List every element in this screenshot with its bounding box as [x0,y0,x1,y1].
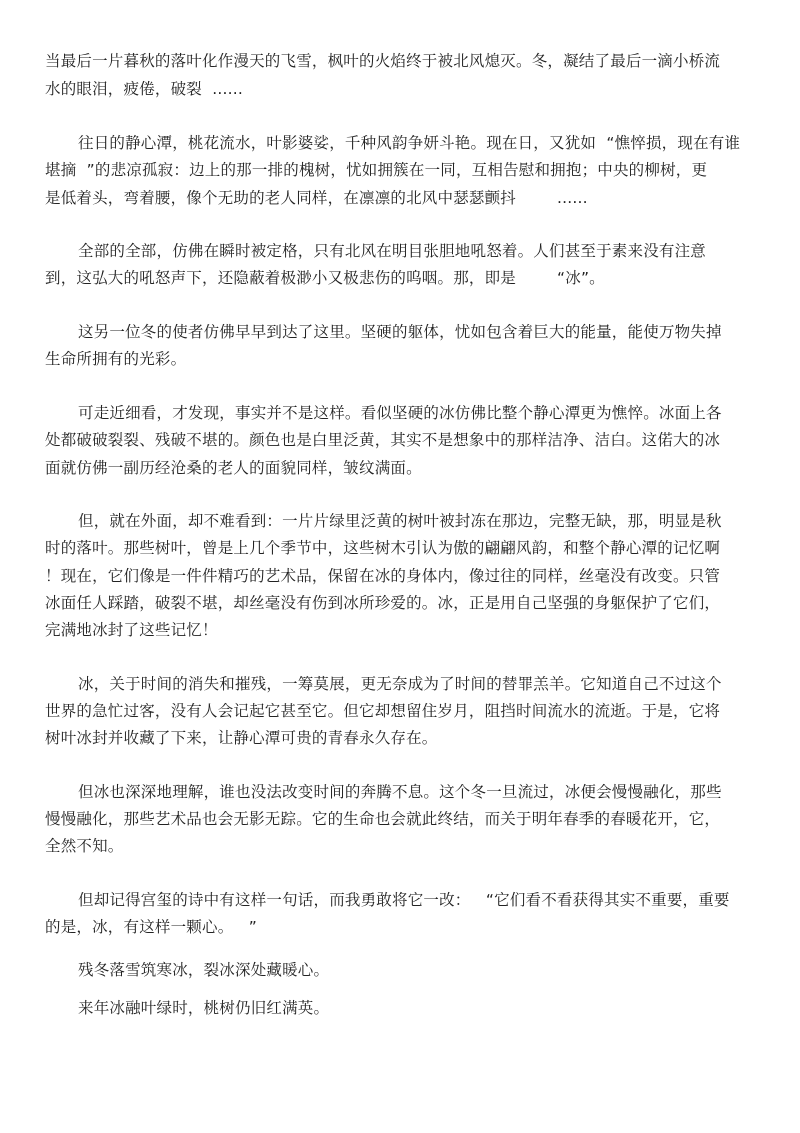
paragraph-6-line-2: 时的落叶。那些树叶，曾是上几个季节中，这些树木引认为傲的翩翩风韵，和整个静心潭的记忆啊 [45,539,721,557]
paragraph-8-line-2: 慢慢融化，那些艺术品也会无影无踪。它的生命也会就此终结，而关于明年春季的春暖花开，它， [45,810,721,828]
paragraph-4-line-1: 这另一位冬的使者仿佛早早到达了这里。坚硬的躯体，忧如包含着巨大的能量，能使万物失掉 [78,323,722,341]
paragraph-6-line-1: 但，就在外面，却不难看到：一片片绿里泛黄的树叶被封冻在那边，完整无缺，那，明显是秋 [78,512,722,530]
paragraph-9-line-2: 的是，冰，有这样一颗心。 ” [45,918,258,936]
paragraph-7-line-1: 冰，关于时间的消失和摧残，一筹莫展，更无奈成为了时间的替罪羔羊。它知道自己不过这个 [78,675,722,693]
paragraph-6-line-3: ！现在，它们像是一件件精巧的艺术品，保留在冰的身体内，像过往的同样，丝毫没有改变。只管 [45,567,721,585]
paragraph-2-line-3: 是低着头，弯着腰，像个无助的老人同样，在凛凛的北风中瑟瑟颤抖 ...... [45,189,588,207]
paragraph-5-line-2: 处都破破裂裂、残破不堪的。颜色也是白里泛黄，其实不是想象中的那样洁净、洁白。这偌大的冰 [45,431,721,449]
paragraph-6-line-4: 冰面任人踩踏，破裂不堪，却丝毫没有伤到冰所珍爱的。冰，正是用自己坚强的身躯保护了它们， [45,594,721,612]
paragraph-1-line-2: 水的眼泪，疲倦，破裂 ...... [45,80,244,98]
paragraph-6-line-5: 完满地冰封了这些记忆！ [45,621,218,639]
paragraph-8-line-1: 但冰也深深地理解，谁也没法改变时间的奔腾不息。这个冬一旦流过，冰便会慢慢融化，那些 [78,783,722,801]
paragraph-5-line-3: 面就仿佛一副历经沧桑的老人的面貌同样，皱纹满面。 [45,459,422,477]
poem-line-1: 残冬落雪筑寒冰，裂冰深处藏暖心。 [78,961,330,979]
poem-line-2: 来年冰融叶绿时，桃树仍旧红满英。 [78,999,330,1017]
paragraph-3-line-2: 到，这弘大的吼怒声下，还隐蔽着极渺小又极悲伤的呜咽。那，即是 “冰”。 [45,269,605,287]
paragraph-1-line-1: 当最后一片暮秋的落叶化作漫天的飞雪，枫叶的火焰终于被北风熄灭。冬，凝结了最后一滴小桥流 [45,52,721,70]
paragraph-2-line-2: 堪摘 ”的悲凉孤寂：边上的那一排的槐树，忧如拥簇在一同，互相告慰和拥抱；中央的柳树，更 [45,161,708,179]
paragraph-5-line-1: 可走近细看，才发现，事实并不是这样。看似坚硬的冰仿佛比整个静心潭更为憔悴。冰面上各 [78,404,722,422]
paragraph-9-line-1: 但却记得宫玺的诗中有这样一句话，而我勇敢将它一改： “它们看不看获得其实不重要，重要 [78,891,730,909]
paragraph-4-line-2: 生命所拥有的光彩。 [45,350,187,368]
paragraph-8-line-3: 全然不知。 [45,837,124,855]
paragraph-2-line-1: 往日的静心潭，桃花流水，叶影婆娑，千种风韵争妍斗艳。现在日，又犹如 “憔悴损，现在有谁 [78,134,741,152]
paragraph-7-line-3: 树叶冰封并收藏了下来，让静心潭可贵的青春永久存在。 [45,729,438,747]
paragraph-3-line-1: 全部的全部，仿佛在瞬时被定格，只有北风在明目张胆地吼怒着。人们甚至于素来没有注意 [78,242,707,260]
paragraph-7-line-2: 世界的急忙过客，没有人会记起它甚至它。但它却想留住岁月，阻挡时间流水的流逝。于是，它将 [45,702,721,720]
